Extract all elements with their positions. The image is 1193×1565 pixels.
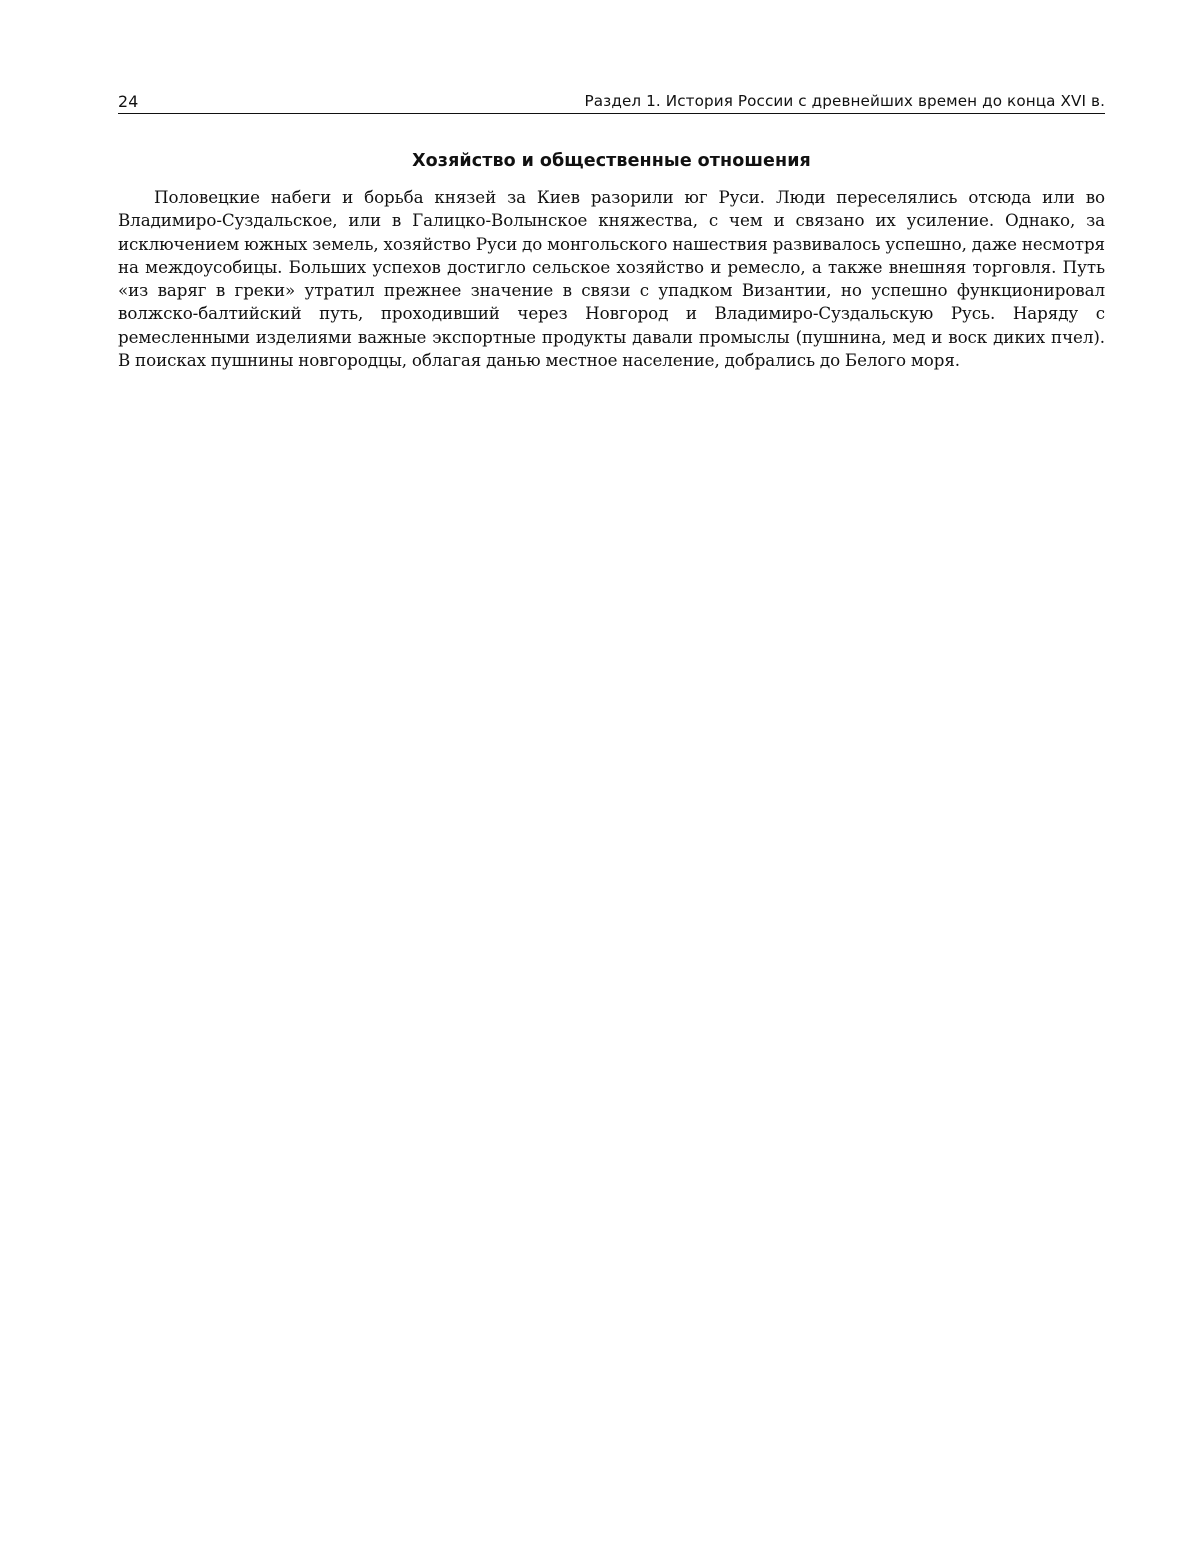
- running-header: [118, 82, 1105, 114]
- chapter-title: Раздел 1. История России с древнейших времен до конца XVI в.: [584, 92, 1105, 111]
- paragraph-economy: Половецкие набеги и борьба князей за Киев разорили юг Руси. Люди переселялись отсюда или во Владимиро-Суздальское, или в Галицко-Волынское княжества, с чем и связано их усиление. Однако, за исключением южных земель, хозяйство Руси до монгольского нашествия развивалось успешно, даже несмотря на междоусобицы. Больших успехов достигло сельское хозяйство и ремесло, а также внешняя торговля. Путь «из варяг в греки» утратил прежнее значение в связи с упадком Византии, но успешно функционировал волжско-балтийский путь, проходивший через Новгород и Владимиро-Суздальскую Русь. Наряду с ремесленными изделиями важные экспортные продукты давали промыслы (пушнина, мед и воск диких пчел). В поисках пушнины новгородцы, облагая данью местное население, добрались до Белого моря.: [118, 187, 1105, 370]
- document-page: [118, 82, 1105, 1522]
- page-number: 24: [118, 91, 139, 111]
- body-text: [118, 150, 1105, 372]
- section-heading: Хозяйство и общественные отношения: [412, 151, 811, 171]
